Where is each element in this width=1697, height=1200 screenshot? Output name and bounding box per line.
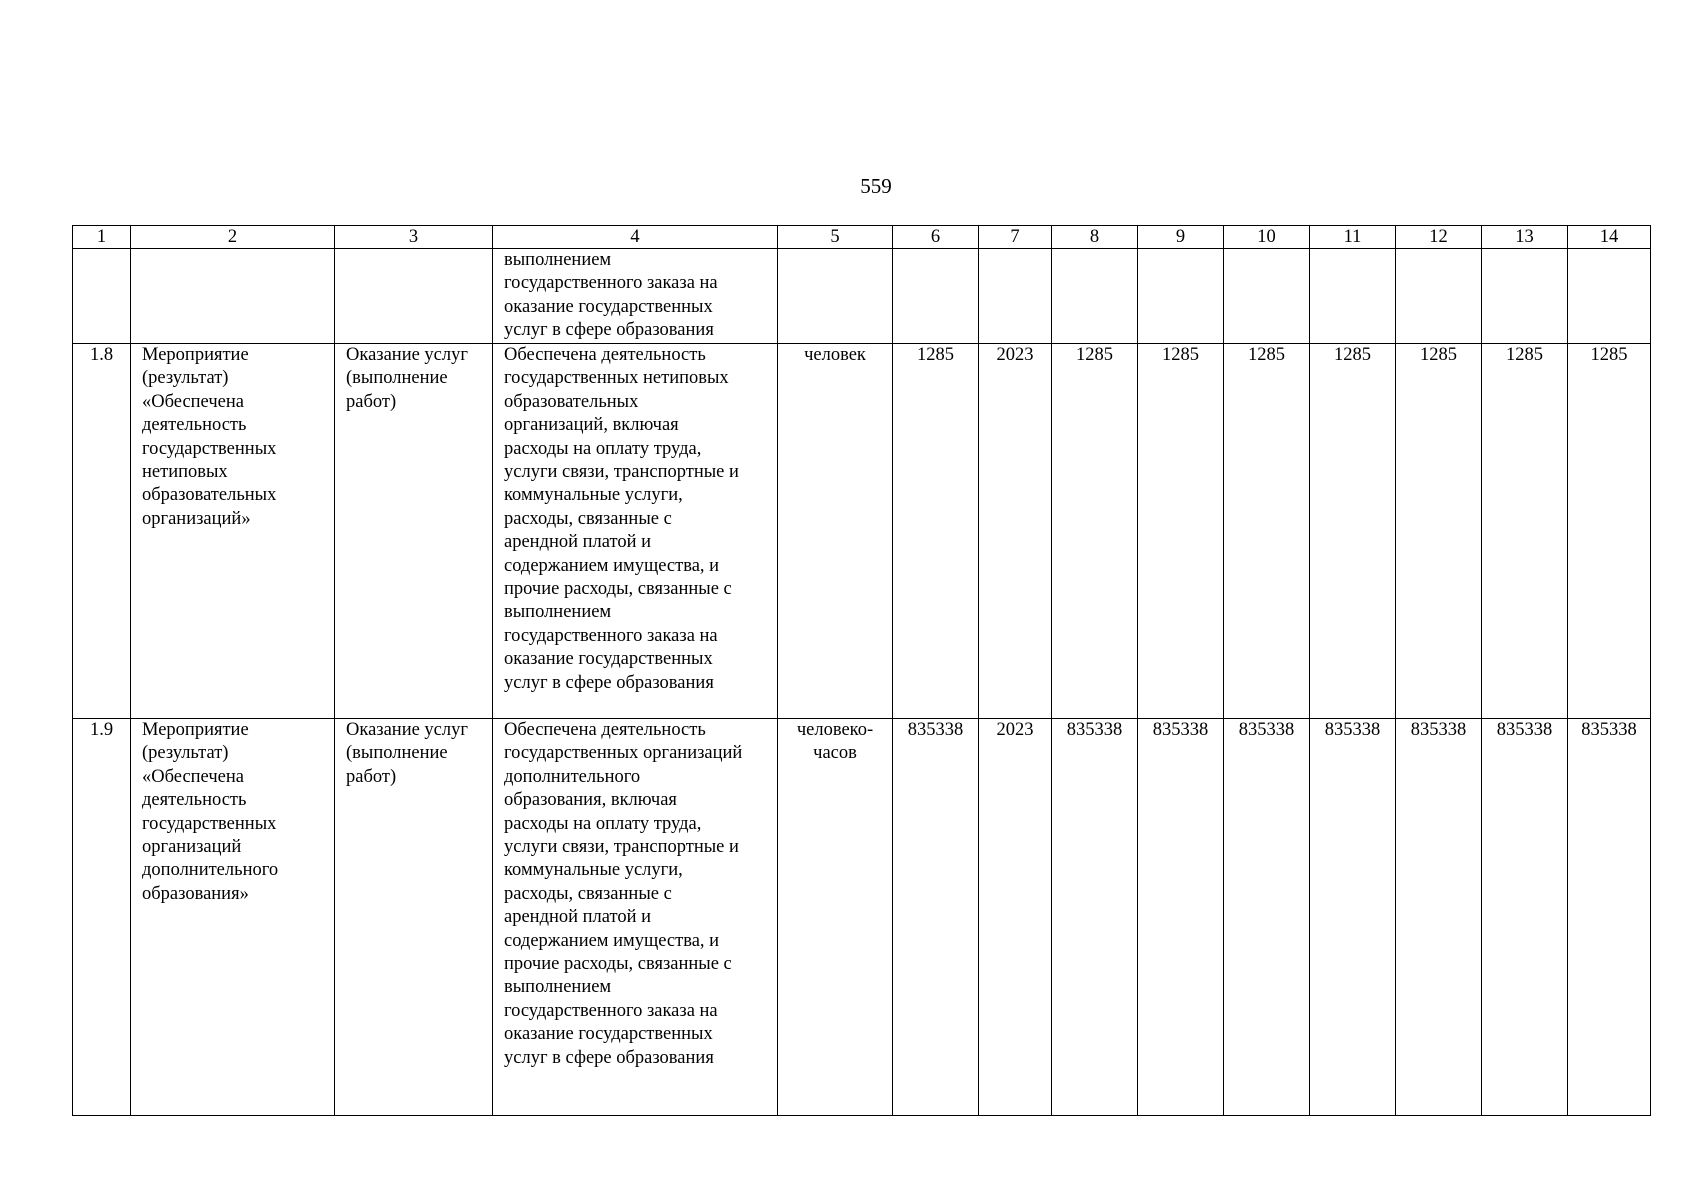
- unit-cell: [778, 719, 893, 1116]
- value-cell: 835338: [1052, 719, 1138, 1116]
- page-number: 559: [860, 174, 892, 198]
- event-type: Оказание услуг (выполнение работ): [346, 720, 468, 787]
- table-row: [73, 719, 1651, 1116]
- result-cell: [493, 344, 778, 719]
- table-row: [73, 344, 1651, 719]
- row-index: 1.9: [73, 719, 131, 1116]
- column-header: 4: [493, 226, 778, 249]
- unit-cell: [778, 344, 893, 719]
- result-text: Обеспечена деятельность государственных организаций дополнительного образования, включая расходы на оплату труда, услуги связи, транспортные и коммунальные услуги, расходы, связанные с арендной платой и содержанием имущества, и прочие расходы, связанные с выполнением государственного заказа на оказание государственных услуг в сфере образования: [504, 720, 743, 1068]
- event-name: Мероприятие (результат) «Обеспечена деятельность государственных нетиповых образовательных организаций»: [142, 345, 277, 529]
- value-cell: 1285: [893, 344, 979, 719]
- row-index: 1.8: [73, 344, 131, 719]
- event-type-cell: [335, 344, 493, 719]
- result-text: Обеспечена деятельность государственных нетиповых образовательных организаций, включая расходы на оплату труда, услуги связи, транспортные и коммунальные услуги, расходы, связанные с арендной платой и содержанием имущества, и прочие расходы, связанные с выполнением государственного заказа на оказание государственных услуг в сфере образования: [504, 345, 739, 693]
- column-header: 9: [1138, 226, 1224, 249]
- value-cell: 835338: [1568, 719, 1651, 1116]
- value-cell: 835338: [1482, 719, 1568, 1116]
- value-cell: 1285: [1568, 344, 1651, 719]
- table-cell: [893, 249, 979, 344]
- column-header: 3: [335, 226, 493, 249]
- table-cell: [73, 249, 131, 344]
- value-cell: 835338: [893, 719, 979, 1116]
- event-name-cell: [131, 344, 335, 719]
- value-cell: 835338: [1396, 719, 1482, 1116]
- column-header: 1: [73, 226, 131, 249]
- year-cell: 2023: [979, 344, 1052, 719]
- event-name-cell: [131, 719, 335, 1116]
- table-cell: [1310, 249, 1396, 344]
- table-cell: [1482, 249, 1568, 344]
- table-row-continuation: [73, 249, 1651, 344]
- column-header: 7: [979, 226, 1052, 249]
- event-type-cell: [335, 719, 493, 1116]
- column-header: 5: [778, 226, 893, 249]
- value-cell: 1285: [1396, 344, 1482, 719]
- table-cell: [1052, 249, 1138, 344]
- table-cell: [778, 249, 893, 344]
- value-cell: 1285: [1482, 344, 1568, 719]
- column-header: 12: [1396, 226, 1482, 249]
- column-header: 10: [1224, 226, 1310, 249]
- table-cell: [335, 249, 493, 344]
- value-cell: 1285: [1310, 344, 1396, 719]
- column-header: 13: [1482, 226, 1568, 249]
- value-cell: 835338: [1224, 719, 1310, 1116]
- event-type: Оказание услуг (выполнение работ): [346, 345, 468, 412]
- table-cell: [979, 249, 1052, 344]
- column-header: 11: [1310, 226, 1396, 249]
- result-cell: [493, 719, 778, 1116]
- table-header-row: [73, 226, 1651, 249]
- data-table: [72, 225, 1651, 1116]
- table-cell: [1224, 249, 1310, 344]
- unit-text: человеко- часов: [796, 720, 874, 764]
- table-cell: [1396, 249, 1482, 344]
- year-cell: 2023: [979, 719, 1052, 1116]
- table-cell: [1568, 249, 1651, 344]
- column-header: 8: [1052, 226, 1138, 249]
- event-name: Мероприятие (результат) «Обеспечена деятельность государственных организаций дополнительного образования»: [142, 720, 279, 904]
- table-cell: [131, 249, 335, 344]
- value-cell: 835338: [1310, 719, 1396, 1116]
- unit-text: человек: [804, 345, 866, 365]
- value-cell: 835338: [1138, 719, 1224, 1116]
- value-cell: 1285: [1224, 344, 1310, 719]
- value-cell: 1285: [1138, 344, 1224, 719]
- result-text: выполнением государственного заказа на оказание государственных услуг в сфере образования: [504, 250, 718, 341]
- column-header: 14: [1568, 226, 1651, 249]
- table-cell-result: [493, 249, 778, 344]
- column-header: 6: [893, 226, 979, 249]
- value-cell: 1285: [1052, 344, 1138, 719]
- table-cell: [1138, 249, 1224, 344]
- column-header: 2: [131, 226, 335, 249]
